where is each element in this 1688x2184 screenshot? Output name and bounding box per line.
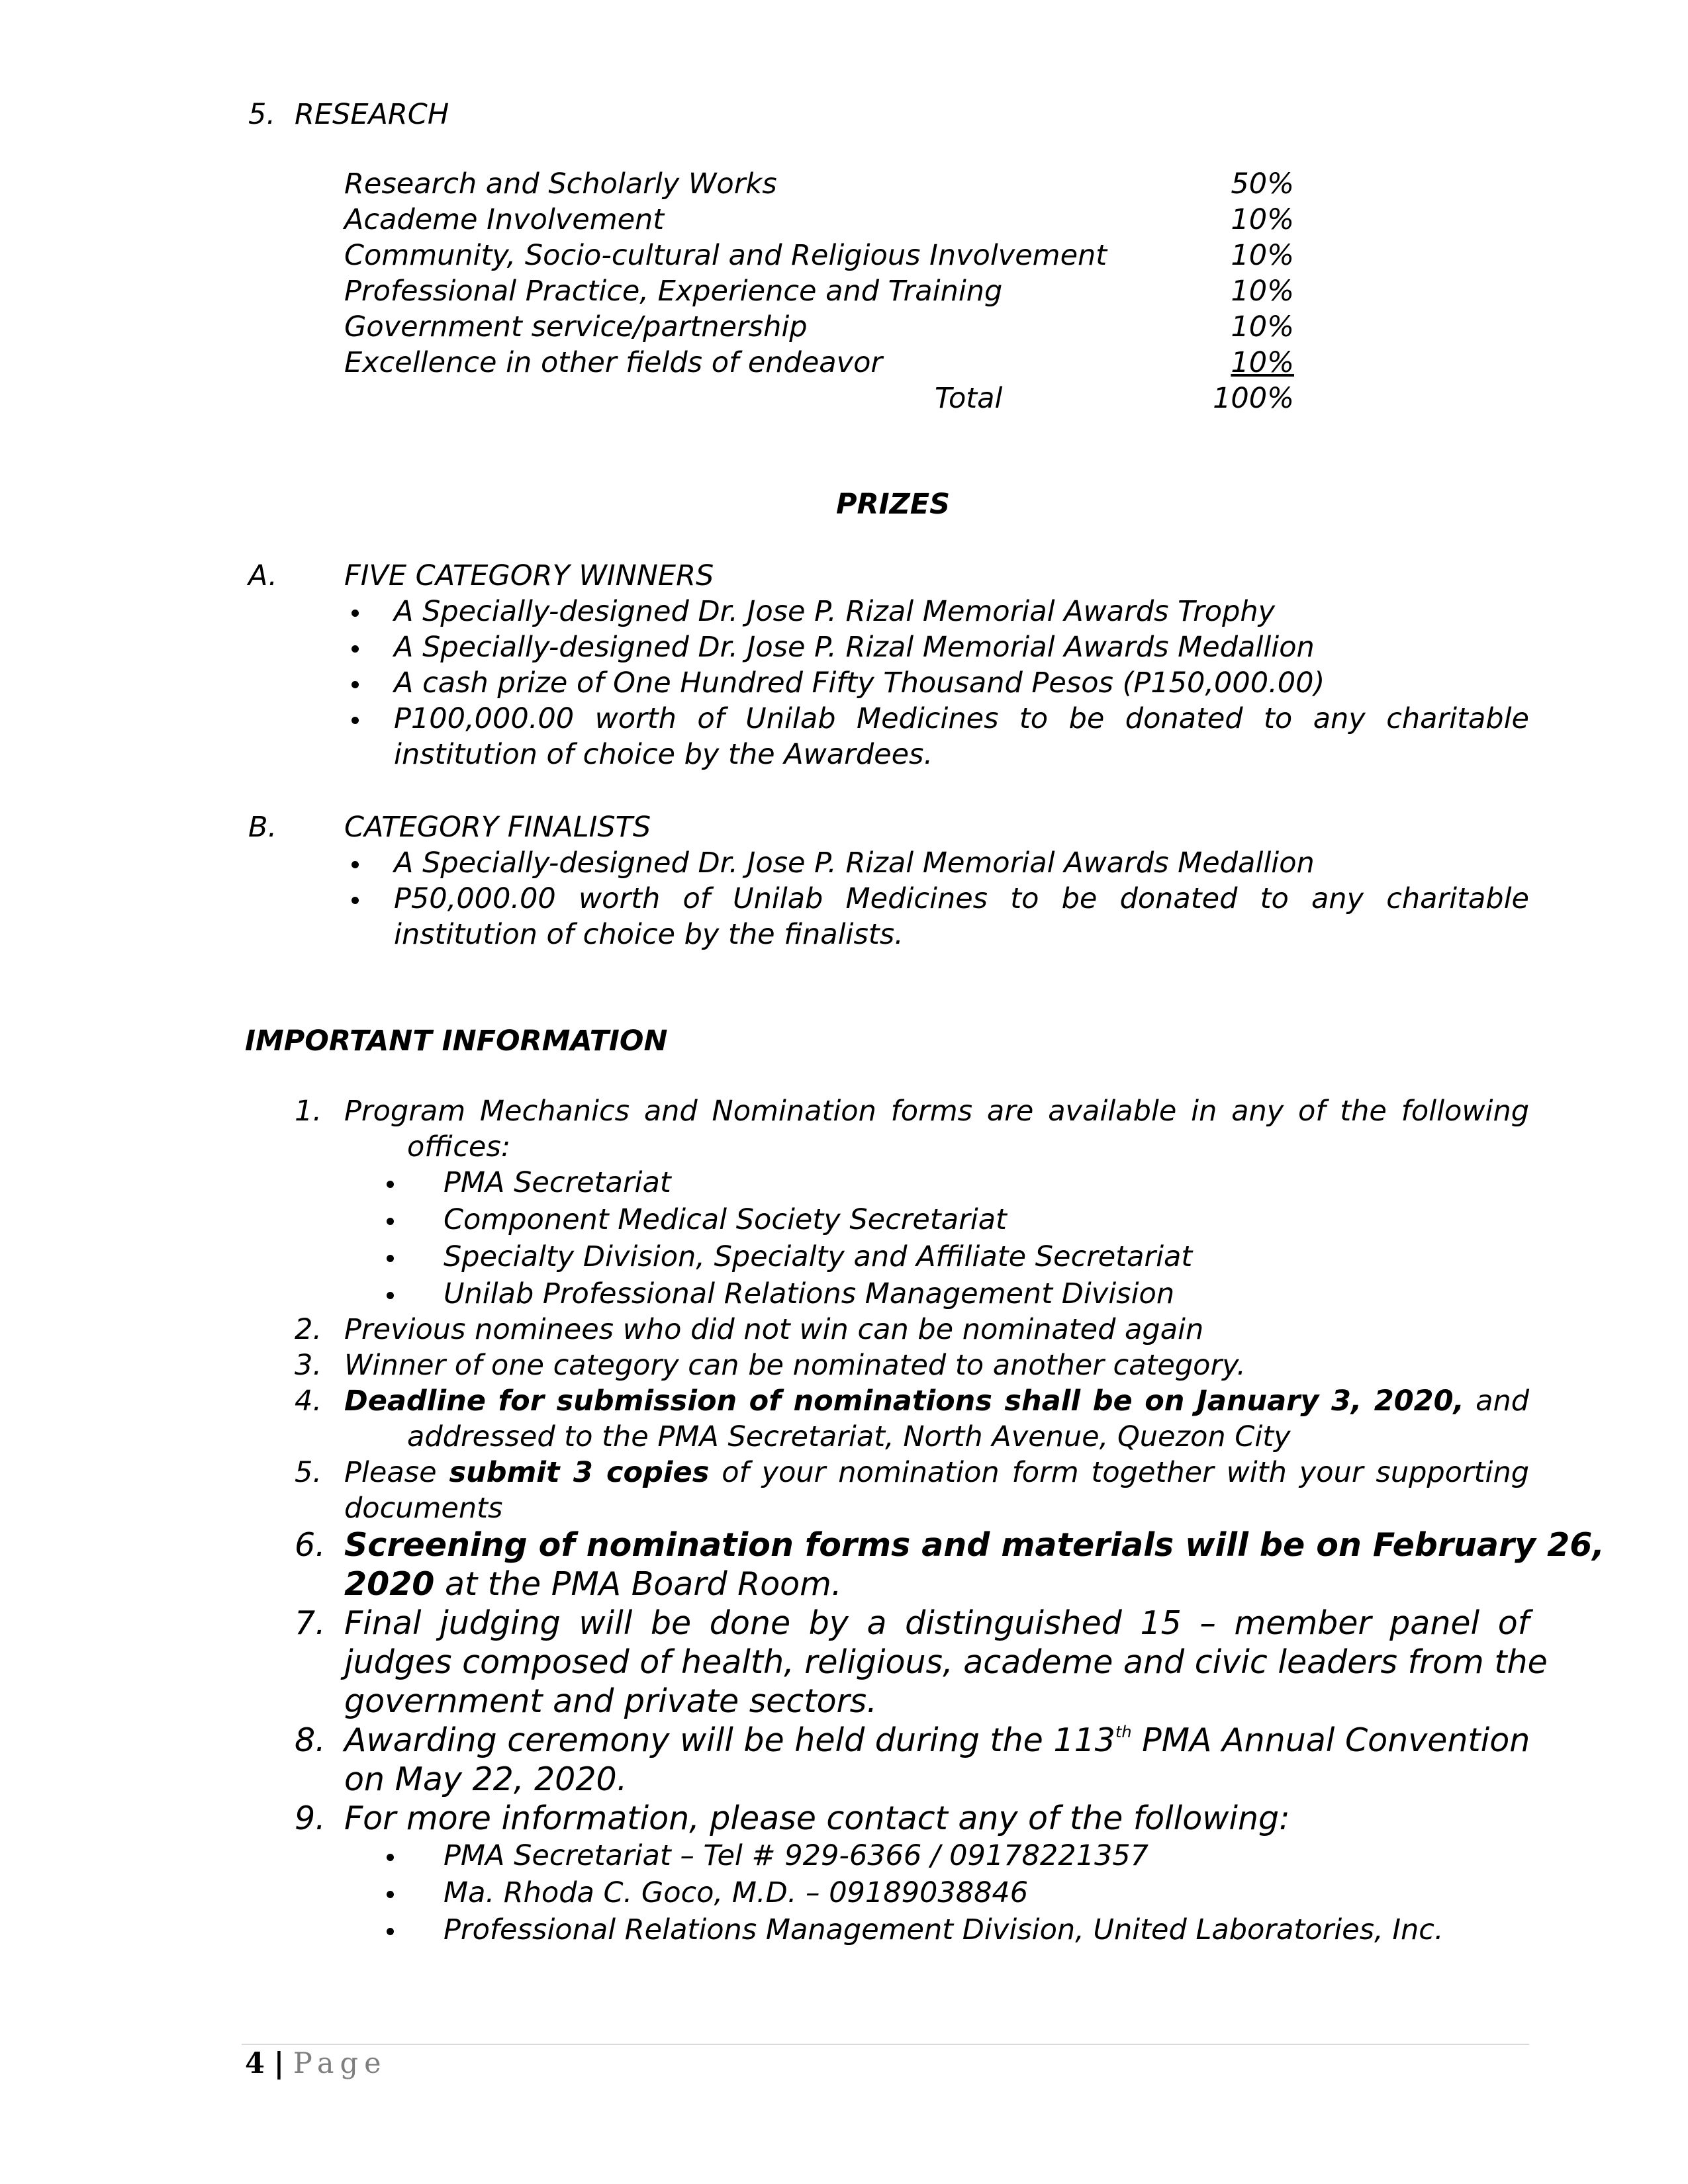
- total-value: 100%: [1213, 382, 1294, 415]
- info-text: [344, 1455, 1529, 1490]
- office-item: Specialty Division, Specialty and Affiliate Secretariat: [444, 1240, 1193, 1273]
- prize-item: P50,000.00 worth of Unilab Medicines to be donated to any charitable: [394, 882, 1529, 915]
- info-number: 3.: [295, 1349, 322, 1382]
- info-text-continued: on May 22, 2020.: [344, 1760, 628, 1798]
- info-number: 2.: [295, 1313, 322, 1346]
- bullet-icon: [387, 1181, 394, 1188]
- prize-section-heading: CATEGORY FINALISTS: [344, 811, 651, 844]
- info-text-post: of your nomination form together with your supporting: [722, 1456, 1530, 1489]
- deadline-text: Deadline for submission of nominations shall be on January 3, 2020,: [344, 1385, 1464, 1418]
- bullet-icon: [352, 610, 359, 617]
- criterion-label: Excellence in other fields of endeavor: [344, 346, 883, 379]
- prize-section-heading: FIVE CATEGORY WINNERS: [344, 559, 714, 592]
- prize-item-continued: institution of choice by the finalists.: [394, 918, 904, 951]
- info-number: 9.: [295, 1799, 326, 1837]
- info-text-rest: at the PMA Board Room.: [444, 1565, 842, 1603]
- prizes-title: PRIZES: [836, 488, 951, 521]
- prize-section-letter: B.: [248, 811, 277, 844]
- prize-item-continued: institution of choice by the Awardees.: [394, 738, 933, 771]
- bullet-icon: [387, 1255, 394, 1262]
- bullet-icon: [352, 861, 359, 868]
- info-number: 7.: [295, 1604, 326, 1642]
- prize-item: A Specially-designed Dr. Jose P. Rizal Memorial Awards Medallion: [394, 631, 1315, 664]
- prize-item: A Specially-designed Dr. Jose P. Rizal Memorial Awards Medallion: [394, 846, 1315, 880]
- office-item: Unilab Professional Relations Management Division: [444, 1277, 1175, 1310]
- info-text: [344, 1383, 1529, 1419]
- screening-year: 2020: [344, 1565, 435, 1603]
- office-item: Component Medical Society Secretariat: [444, 1203, 1007, 1236]
- info-text-continued: addressed to the PMA Secretariat, North Avenue, Quezon City: [407, 1420, 1291, 1453]
- info-number: 4.: [295, 1385, 322, 1418]
- criterion-weight: 10%: [1231, 203, 1294, 236]
- criterion-weight-underlined: 10%: [1231, 346, 1294, 379]
- info-text-continued: government and private sectors.: [344, 1682, 877, 1720]
- total-label: Total: [935, 382, 1003, 415]
- copies-text: submit 3 copies: [449, 1456, 710, 1489]
- office-item: PMA Secretariat: [444, 1166, 671, 1199]
- bullet-icon: [387, 1218, 394, 1225]
- info-text: For more information, please contact any of the following:: [344, 1799, 1290, 1837]
- info-text-pre: Awarding ceremony will be held during the 113: [344, 1721, 1115, 1759]
- criterion-label: Community, Socio-cultural and Religious Involvement: [344, 239, 1107, 272]
- contact-item: Ma. Rhoda C. Goco, M.D. – 09189038846: [444, 1876, 1029, 1909]
- prize-item: A Specially-designed Dr. Jose P. Rizal Memorial Awards Trophy: [394, 595, 1276, 628]
- criterion-weight: 10%: [1231, 275, 1294, 308]
- bullet-icon: [352, 717, 359, 724]
- info-number: 5.: [295, 1456, 322, 1489]
- info-text-post: PMA Annual Convention: [1142, 1721, 1530, 1759]
- info-number: 1.: [295, 1095, 322, 1128]
- criterion-weight: [1165, 345, 1294, 381]
- bullet-icon: [387, 1891, 394, 1898]
- info-text: Previous nominees who did not win can be nominated again: [344, 1313, 1204, 1346]
- info-title: IMPORTANT INFORMATION: [245, 1024, 668, 1058]
- info-text-continued: [344, 1565, 841, 1604]
- info-text: Program Mechanics and Nomination forms are available in any of the following: [344, 1095, 1529, 1128]
- criterion-label: Government service/partnership: [344, 310, 808, 343]
- bullet-icon: [352, 681, 359, 688]
- ordinal-suffix: th: [1115, 1722, 1132, 1741]
- prize-section-letter: A.: [248, 559, 277, 592]
- research-number: 5.: [248, 98, 276, 131]
- info-text-pre: Please: [344, 1456, 437, 1489]
- page-number: 4: [245, 2047, 265, 2080]
- bullet-icon: [387, 1292, 394, 1299]
- criterion-weight: 50%: [1231, 167, 1294, 201]
- info-text-rest: and: [1476, 1385, 1529, 1418]
- info-text-continued: judges composed of health, religious, academe and civic leaders from the: [344, 1643, 1548, 1681]
- bullet-icon: [387, 1854, 394, 1861]
- contact-item: PMA Secretariat – Tel # 929-6366 / 09178221357: [444, 1839, 1149, 1872]
- info-text: [344, 1721, 1529, 1760]
- research-heading: RESEARCH: [295, 98, 449, 131]
- bullet-icon: [387, 1928, 394, 1935]
- prize-item: P100,000.00 worth of Unilab Medicines to be donated to any charitable: [394, 702, 1529, 735]
- criterion-label: Professional Practice, Experience and Training: [344, 275, 1003, 308]
- page-footer: [245, 2045, 387, 2082]
- criterion-weight: 10%: [1231, 239, 1294, 272]
- info-text: Final judging will be done by a distinguished 15 – member panel of: [344, 1604, 1529, 1642]
- prize-item: A cash prize of One Hundred Fifty Thousand Pesos (P150,000.00): [394, 666, 1325, 700]
- screening-text: Screening of nomination forms and materials will be on February 26,: [344, 1526, 1605, 1564]
- info-number: 6.: [295, 1526, 326, 1564]
- page-label: Page: [293, 2047, 387, 2080]
- criterion-weight: 10%: [1231, 310, 1294, 343]
- contact-item: Professional Relations Management Division, United Laboratories, Inc.: [444, 1913, 1444, 1946]
- info-number: 8.: [295, 1721, 326, 1759]
- info-text-continued: offices:: [407, 1130, 511, 1163]
- footer-separator: |: [273, 2047, 285, 2080]
- info-text: Winner of one category can be nominated to another category.: [344, 1349, 1246, 1382]
- info-text-continued: documents: [344, 1492, 503, 1525]
- footer-divider: [242, 2044, 1529, 2045]
- criterion-label: Academe Involvement: [344, 203, 665, 236]
- criterion-label: Research and Scholarly Works: [344, 167, 777, 201]
- bullet-icon: [352, 897, 359, 904]
- bullet-icon: [352, 645, 359, 653]
